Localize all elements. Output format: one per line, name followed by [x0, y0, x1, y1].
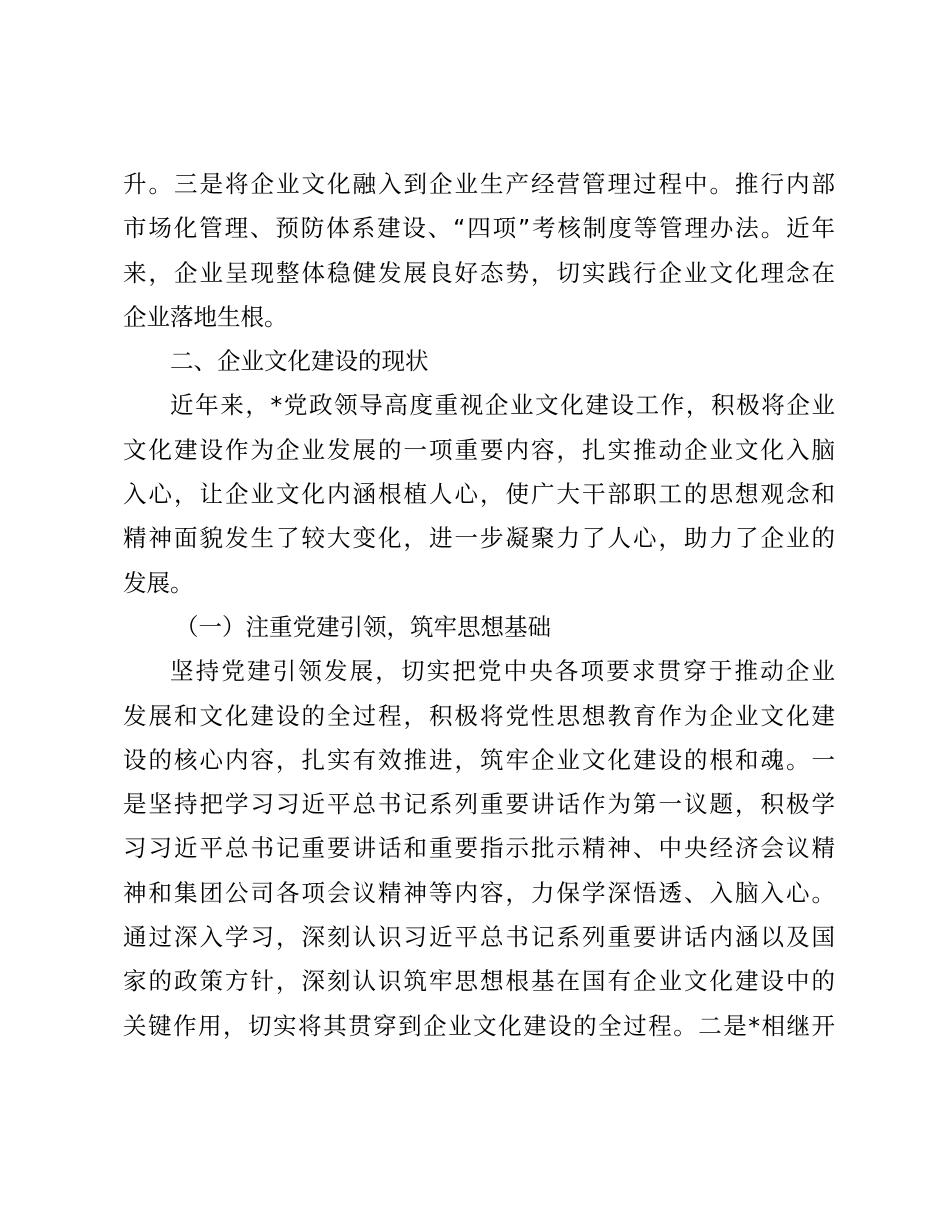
body-line: 企业落地生根。: [123, 302, 288, 331]
body-line: 发展。: [123, 568, 194, 597]
body-line: 市场化管理、预防体系建设、“四项”考核制度等管理办法。近年: [123, 214, 835, 243]
body-line: 来，企业呈现整体稳健发展良好态势，切实践行企业文化理念在: [123, 258, 835, 287]
body-line: 精神面貌发生了较大变化，进一步凝聚力了人心，助力了企业的: [123, 524, 835, 553]
body-line: 通过深入学习，深刻认识习近平总书记系列重要讲话内涵以及国: [123, 923, 835, 952]
body-line: 神和集团公司各项会议精神等内容，力保学深悟透、入脑入心。: [123, 878, 835, 907]
body-line: 是坚持把学习习近平总书记系列重要讲话作为第一议题，积极学: [123, 790, 835, 819]
body-line: 家的政策方针，深刻认识筑牢思想根基在国有企业文化建设中的: [123, 967, 835, 996]
body-line: 设的核心内容，扎实有效推进，筑牢企业文化建设的根和魂。一: [123, 745, 835, 774]
body-line: 发展和文化建设的全过程，积极将党性思想教育作为企业文化建: [123, 701, 835, 730]
body-line: 文化建设作为企业发展的一项重要内容，扎实推动企业文化入脑: [123, 435, 835, 464]
body-line: 入心，让企业文化内涵根植人心，使广大干部职工的思想观念和: [123, 480, 835, 509]
body-line: 升。三是将企业文化融入到企业生产经营管理过程中。推行内部: [123, 170, 835, 198]
body-line: 近年来，*党政领导高度重视企业文化建设工作，积极将企业: [170, 391, 835, 420]
body-line: 关键作用，切实将其贯穿到企业文化建设的全过程。二是*相继开: [123, 1011, 835, 1040]
body-line: 坚持党建引领发展，切实把党中央各项要求贯穿于推动企业: [170, 657, 835, 686]
body-line: 习习近平总书记重要讲话和重要指示批示精神、中央经济会议精: [123, 834, 835, 863]
document-body: [123, 162, 835, 1048]
subsection-heading: （一）注重党建引领，筑牢思想基础: [175, 612, 551, 641]
section-heading: 二、企业文化建设的现状: [170, 347, 429, 376]
